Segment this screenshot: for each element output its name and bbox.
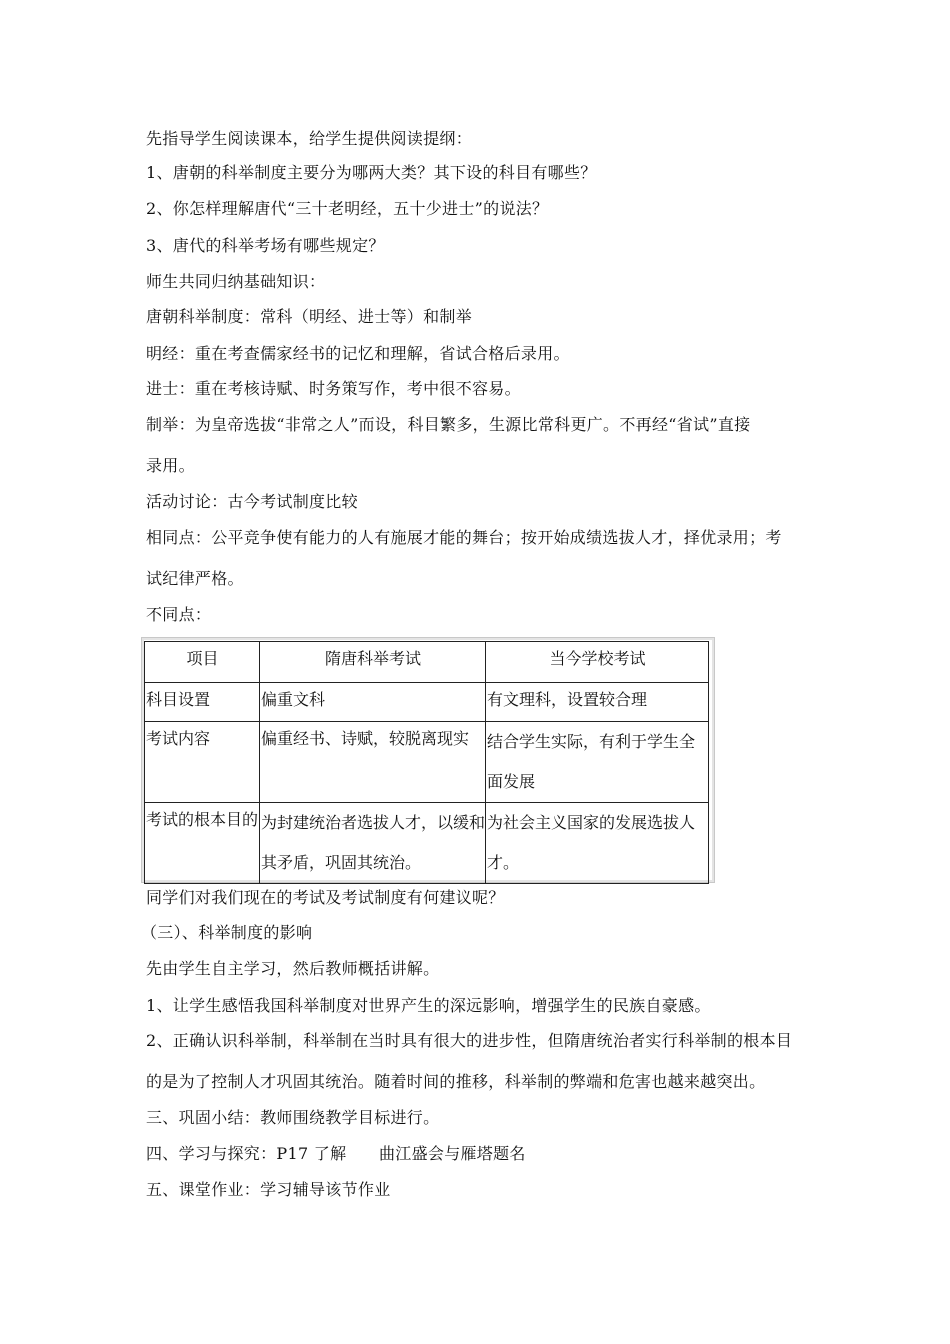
- table-cell: 为社会主义国家的发展选拔人才。: [486, 803, 709, 884]
- table-cell: 为封建统治者选拔人才，以缓和其矛盾，巩固其统治。: [260, 803, 486, 884]
- zhiju-line-1: 制举：为皇帝选拔“非常之人”而设，科目繁多，生源比常科更广。不再经“省试”直接: [146, 415, 751, 434]
- table-header-cell: 项目: [145, 642, 260, 683]
- table-header-cell: 隋唐科举考试: [260, 642, 486, 683]
- difference-heading: 不同点：: [146, 605, 212, 624]
- self-study-line: 先由学生自主学习，然后教师概括讲解。: [146, 959, 440, 978]
- reading-instruction: 先指导学生阅读课本，给学生提供阅读提纲：: [146, 129, 473, 148]
- influence-point-1: 1、让学生感悟我国科举制度对世界产生的深远影响，增强学生的民族自豪感。: [146, 996, 711, 1015]
- table-row: [145, 683, 709, 722]
- exam-system-line: 唐朝科举制度：常科（明经、进士等）和制举: [146, 307, 473, 326]
- zhiju-line-2: 录用。: [146, 456, 195, 475]
- table-header-row: [145, 642, 709, 683]
- summary-section: 三、巩固小结：教师围绕教学目标进行。: [146, 1108, 440, 1127]
- discussion-heading: 活动讨论：古今考试制度比较: [146, 492, 358, 511]
- influence-point-2-line-1: 2、正确认识科举制，科举制在当时具有很大的进步性，但隋唐统治者实行科举制的根本目: [146, 1031, 793, 1050]
- table-cell: 考试的根本目的: [145, 803, 260, 884]
- table-row: [145, 803, 709, 884]
- table-cell: 考试内容: [145, 722, 260, 803]
- outline-question-1: 1、唐朝的科举制度主要分为哪两大类？其下设的科目有哪些？: [146, 163, 597, 182]
- table-cell: 科目设置: [145, 683, 260, 722]
- summary-heading: 师生共同归纳基础知识：: [146, 272, 326, 291]
- table-cell: 偏重文科: [260, 683, 486, 722]
- section-3-heading: （三）、科举制度的影响: [141, 923, 313, 942]
- comparison-table: [144, 641, 709, 884]
- table-cell: 有文理科，设置较合理: [486, 683, 709, 722]
- outline-question-2: 2、你怎样理解唐代“三十老明经，五十少进士”的说法？: [146, 199, 549, 218]
- mingjing-line: 明经：重在考查儒家经书的记忆和理解，省试合格后录用。: [146, 344, 570, 363]
- homework-section: 五、课堂作业：学习辅导该节作业: [146, 1180, 391, 1199]
- study-explore-section: 四、学习与探究：P17 了解 曲江盛会与雁塔题名: [146, 1144, 526, 1163]
- influence-point-2-line-2: 的是为了控制人才巩固其统治。随着时间的推移，科举制的弊端和危害也越来越突出。: [146, 1072, 766, 1091]
- table-cell: 结合学生实际，有利于学生全面发展: [486, 722, 709, 803]
- table-cell: 偏重经书、诗赋，较脱离现实: [260, 722, 486, 803]
- similarity-line-2: 试纪律严格。: [146, 569, 244, 588]
- jinshi-line: 进士：重在考核诗赋、时务策写作，考中很不容易。: [146, 379, 521, 398]
- similarity-line-1: 相同点：公平竞争使有能力的人有施展才能的舞台；按开始成绩选拔人才，择优录用；考: [146, 528, 782, 547]
- outline-question-3: 3、唐代的科举考场有哪些规定？: [146, 236, 385, 255]
- table-row: [145, 722, 709, 803]
- table-header-cell: 当今学校考试: [486, 642, 709, 683]
- suggestion-question: 同学们对我们现在的考试及考试制度有何建议呢？: [146, 888, 505, 907]
